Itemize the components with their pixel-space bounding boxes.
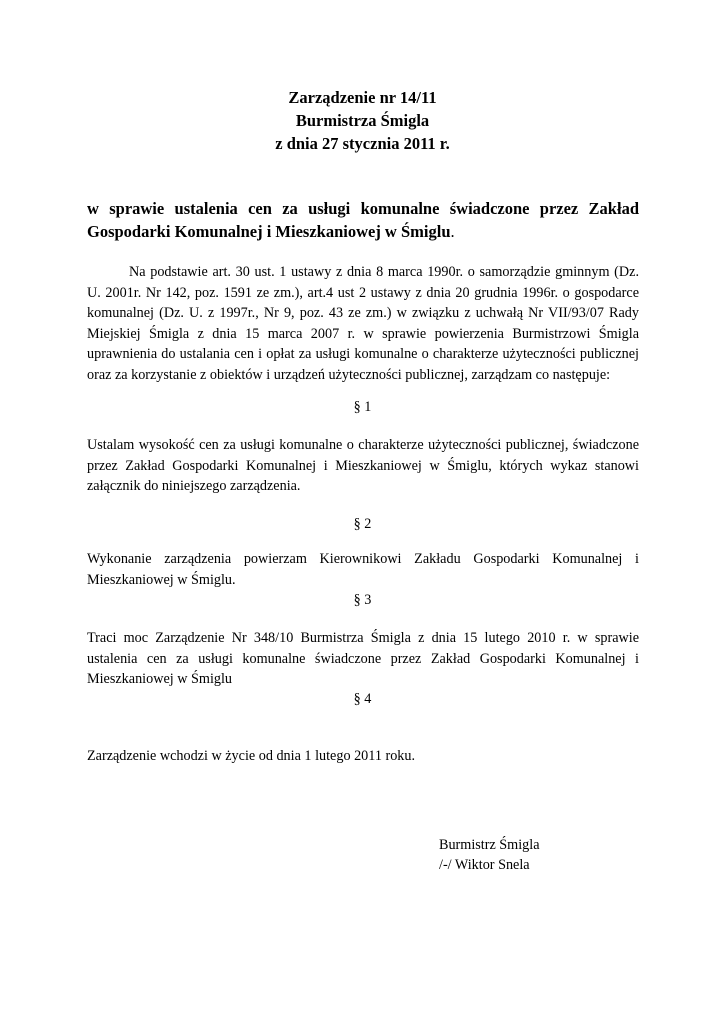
document-header [0, 86, 725, 155]
section-2-text: Wykonanie zarządzenia powierzam Kierownikowi Zakładu Gospodarki Komunalnej i Mieszkaniowej w Śmiglu. [87, 551, 639, 588]
section-3-text: Traci moc Zarządzenie Nr 348/10 Burmistrza Śmigla z dnia 15 lutego 2010 r. w sprawie ustalenia cen za usługi komunalne świadczone przez Zakład Gospodarki Komunalnej i Mieszkaniowej w Śmiglu [87, 630, 639, 688]
signature-title: Burmistrz Śmigla [439, 837, 540, 853]
section-1-text: Ustalam wysokość cen za usługi komunalne o charakterze użyteczności publicznej, świadczone przez Zakład Gospodarki Komunalnej i Mieszkaniowej w Śmiglu, których wykaz stanowi załącznik do niniejszego zarządzenia. [87, 437, 639, 495]
section-4-text: Zarządzenie wchodzi w życie od dnia 1 lutego 2011 roku. [87, 748, 416, 764]
issuer: Burmistrza Śmigla [295, 111, 430, 130]
subject-text: w sprawie ustalenia cen za usługi komunalne świadczone przez Zakład Gospodarki Komunalnej i Mieszkaniowej w Śmiglu [87, 199, 639, 241]
issue-date: z dnia 27 stycznia 2011 r. [275, 134, 450, 153]
section-3-mark: § 3 [353, 592, 372, 608]
section-2-mark: § 2 [353, 516, 372, 532]
section-1-mark: § 1 [353, 399, 372, 415]
document-subject [87, 197, 639, 243]
ordinance-number: Zarządzenie nr 14/11 [288, 88, 437, 107]
subject-period: . [450, 222, 455, 241]
preamble-paragraph: Na podstawie art. 30 ust. 1 ustawy z dnia 8 marca 1990r. o samorządzie gminnym (Dz. U. 2001r. Nr 142, poz. 1591 ze zm.), art.4 ust 2 ustawy z dnia 20 grudnia 1996r. o gospodarce komunalnej (Dz. U. z 1997r., Nr 9, poz. 43 ze zm.) w związku z uchwałą Nr VII/93/07 Rady Miejskiej Śmigla z dnia 15 marca 2007 r. w sprawie powierzenia Burmistrzowi Śmigla uprawnienia do ustalania cen i opłat za usługi komunalne o charakterze użyteczności publicznej oraz za korzystanie z obiektów i urządzeń użyteczności publicznej, zarządzam co następuje: [87, 264, 639, 383]
signature-name: /-/ Wiktor Snela [439, 857, 530, 873]
section-4-mark: § 4 [353, 691, 372, 707]
